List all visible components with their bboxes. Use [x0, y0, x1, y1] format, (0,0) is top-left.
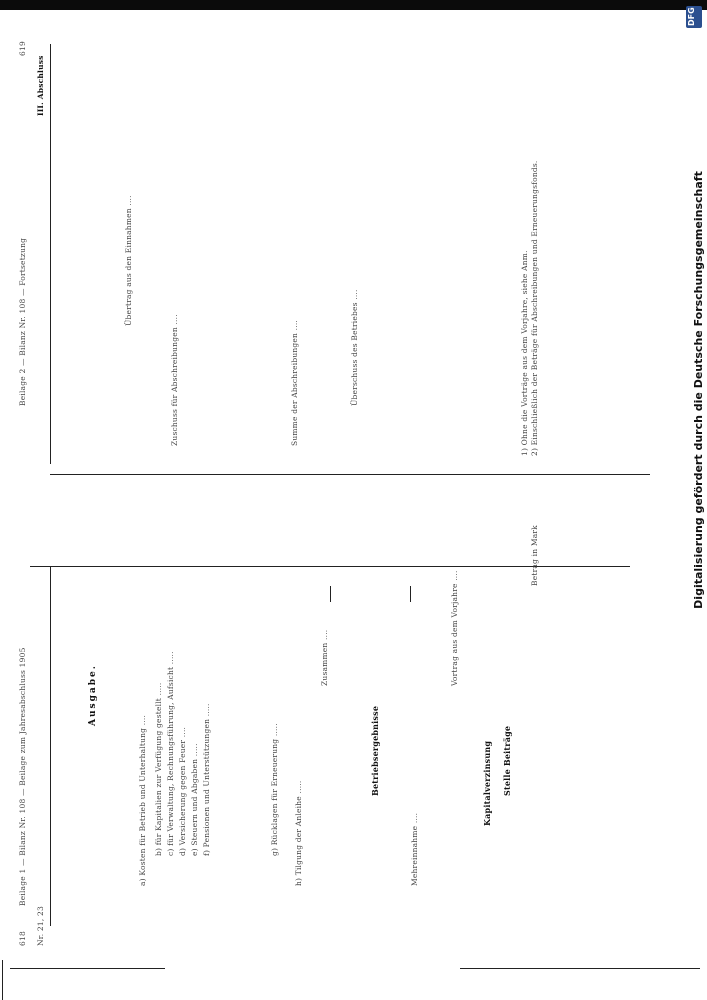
column-divider: [30, 566, 630, 567]
row-total: Zusammen ....: [320, 629, 329, 686]
right-row-3: Summe der Abschreibungen ....: [290, 320, 299, 446]
row-carry: Vortrag aus dem Vorjahre ....: [450, 570, 459, 686]
right-header-rule: [50, 44, 51, 464]
column-label: Betrag in Mark: [530, 525, 539, 586]
right-header-title: Beilage 2 — Bilanz Nr. 108 — Fortsetzung: [18, 237, 27, 406]
row-5: e) Steuern und Abgaben .....: [190, 743, 199, 856]
sum-rule: [330, 586, 331, 602]
footnote-1: 1) Ohne die Vorträge aus dem Vorjahre, siehe Anm.: [520, 250, 529, 456]
row-6: f) Pensionen und Unterstützungen .....: [202, 703, 211, 856]
section-title: Ausgabe.: [88, 664, 98, 726]
footnote-2: 2) Einschließlich der Beträge für Abschreibungen und Erneuerungsfonds.: [530, 160, 539, 456]
scan-edge-vertical: [2, 960, 3, 1000]
right-page-number: 619: [18, 41, 27, 56]
row-2: b) für Kapitalien zur Verfügung gestellt .....: [154, 682, 163, 856]
scan-edge-right: [460, 968, 700, 969]
row-surplus: Mehreinnahme ....: [410, 812, 419, 886]
right-row-2: Zuschuss für Abschreibungen ....: [170, 314, 179, 446]
page-divider: [50, 474, 650, 475]
row-4: d) Versicherung gegen Feuer ....: [178, 726, 187, 856]
dfg-logo: DFG: [686, 6, 702, 28]
scan-edge-left: [10, 968, 165, 969]
rotated-document-page: [18, 26, 660, 968]
right-row-4: Überschuss des Betriebes ....: [350, 289, 359, 406]
row-8: h) Tilgung der Anleihe .....: [294, 780, 303, 886]
digitization-credit: Digitalisierung gefördert durch die Deutsche Forschungsgemeinschaft: [692, 171, 705, 609]
row-1: a) Kosten für Betrieb und Unterhaltung ....: [138, 714, 147, 886]
section-subtitle-2: Stelle Beiträge: [502, 725, 512, 796]
section-title-2: Kapitalverzinsung: [482, 740, 492, 826]
left-page-number: 618: [18, 931, 27, 946]
sum-rule-2: [410, 586, 411, 602]
left-header-rule: [50, 566, 51, 926]
row-3: c) für Verwaltung, Rechnungsführung, Aufsicht .....: [166, 651, 175, 856]
right-row-1: Übertrag aus den Einnahmen ....: [124, 195, 133, 326]
left-header-sub: Nr. 21, 23: [36, 906, 45, 946]
section-subtitle: Betriebsergebnisse: [370, 705, 380, 796]
right-header-sub: III. Abschluss: [36, 55, 45, 116]
left-header-title: Beilage 1 — Bilanz Nr. 108 — Beilage zum Jahresabschluss 1905: [18, 647, 27, 906]
top-scan-border: [0, 0, 707, 10]
row-7: g) Rücklagen für Erneuerung .....: [270, 723, 279, 856]
